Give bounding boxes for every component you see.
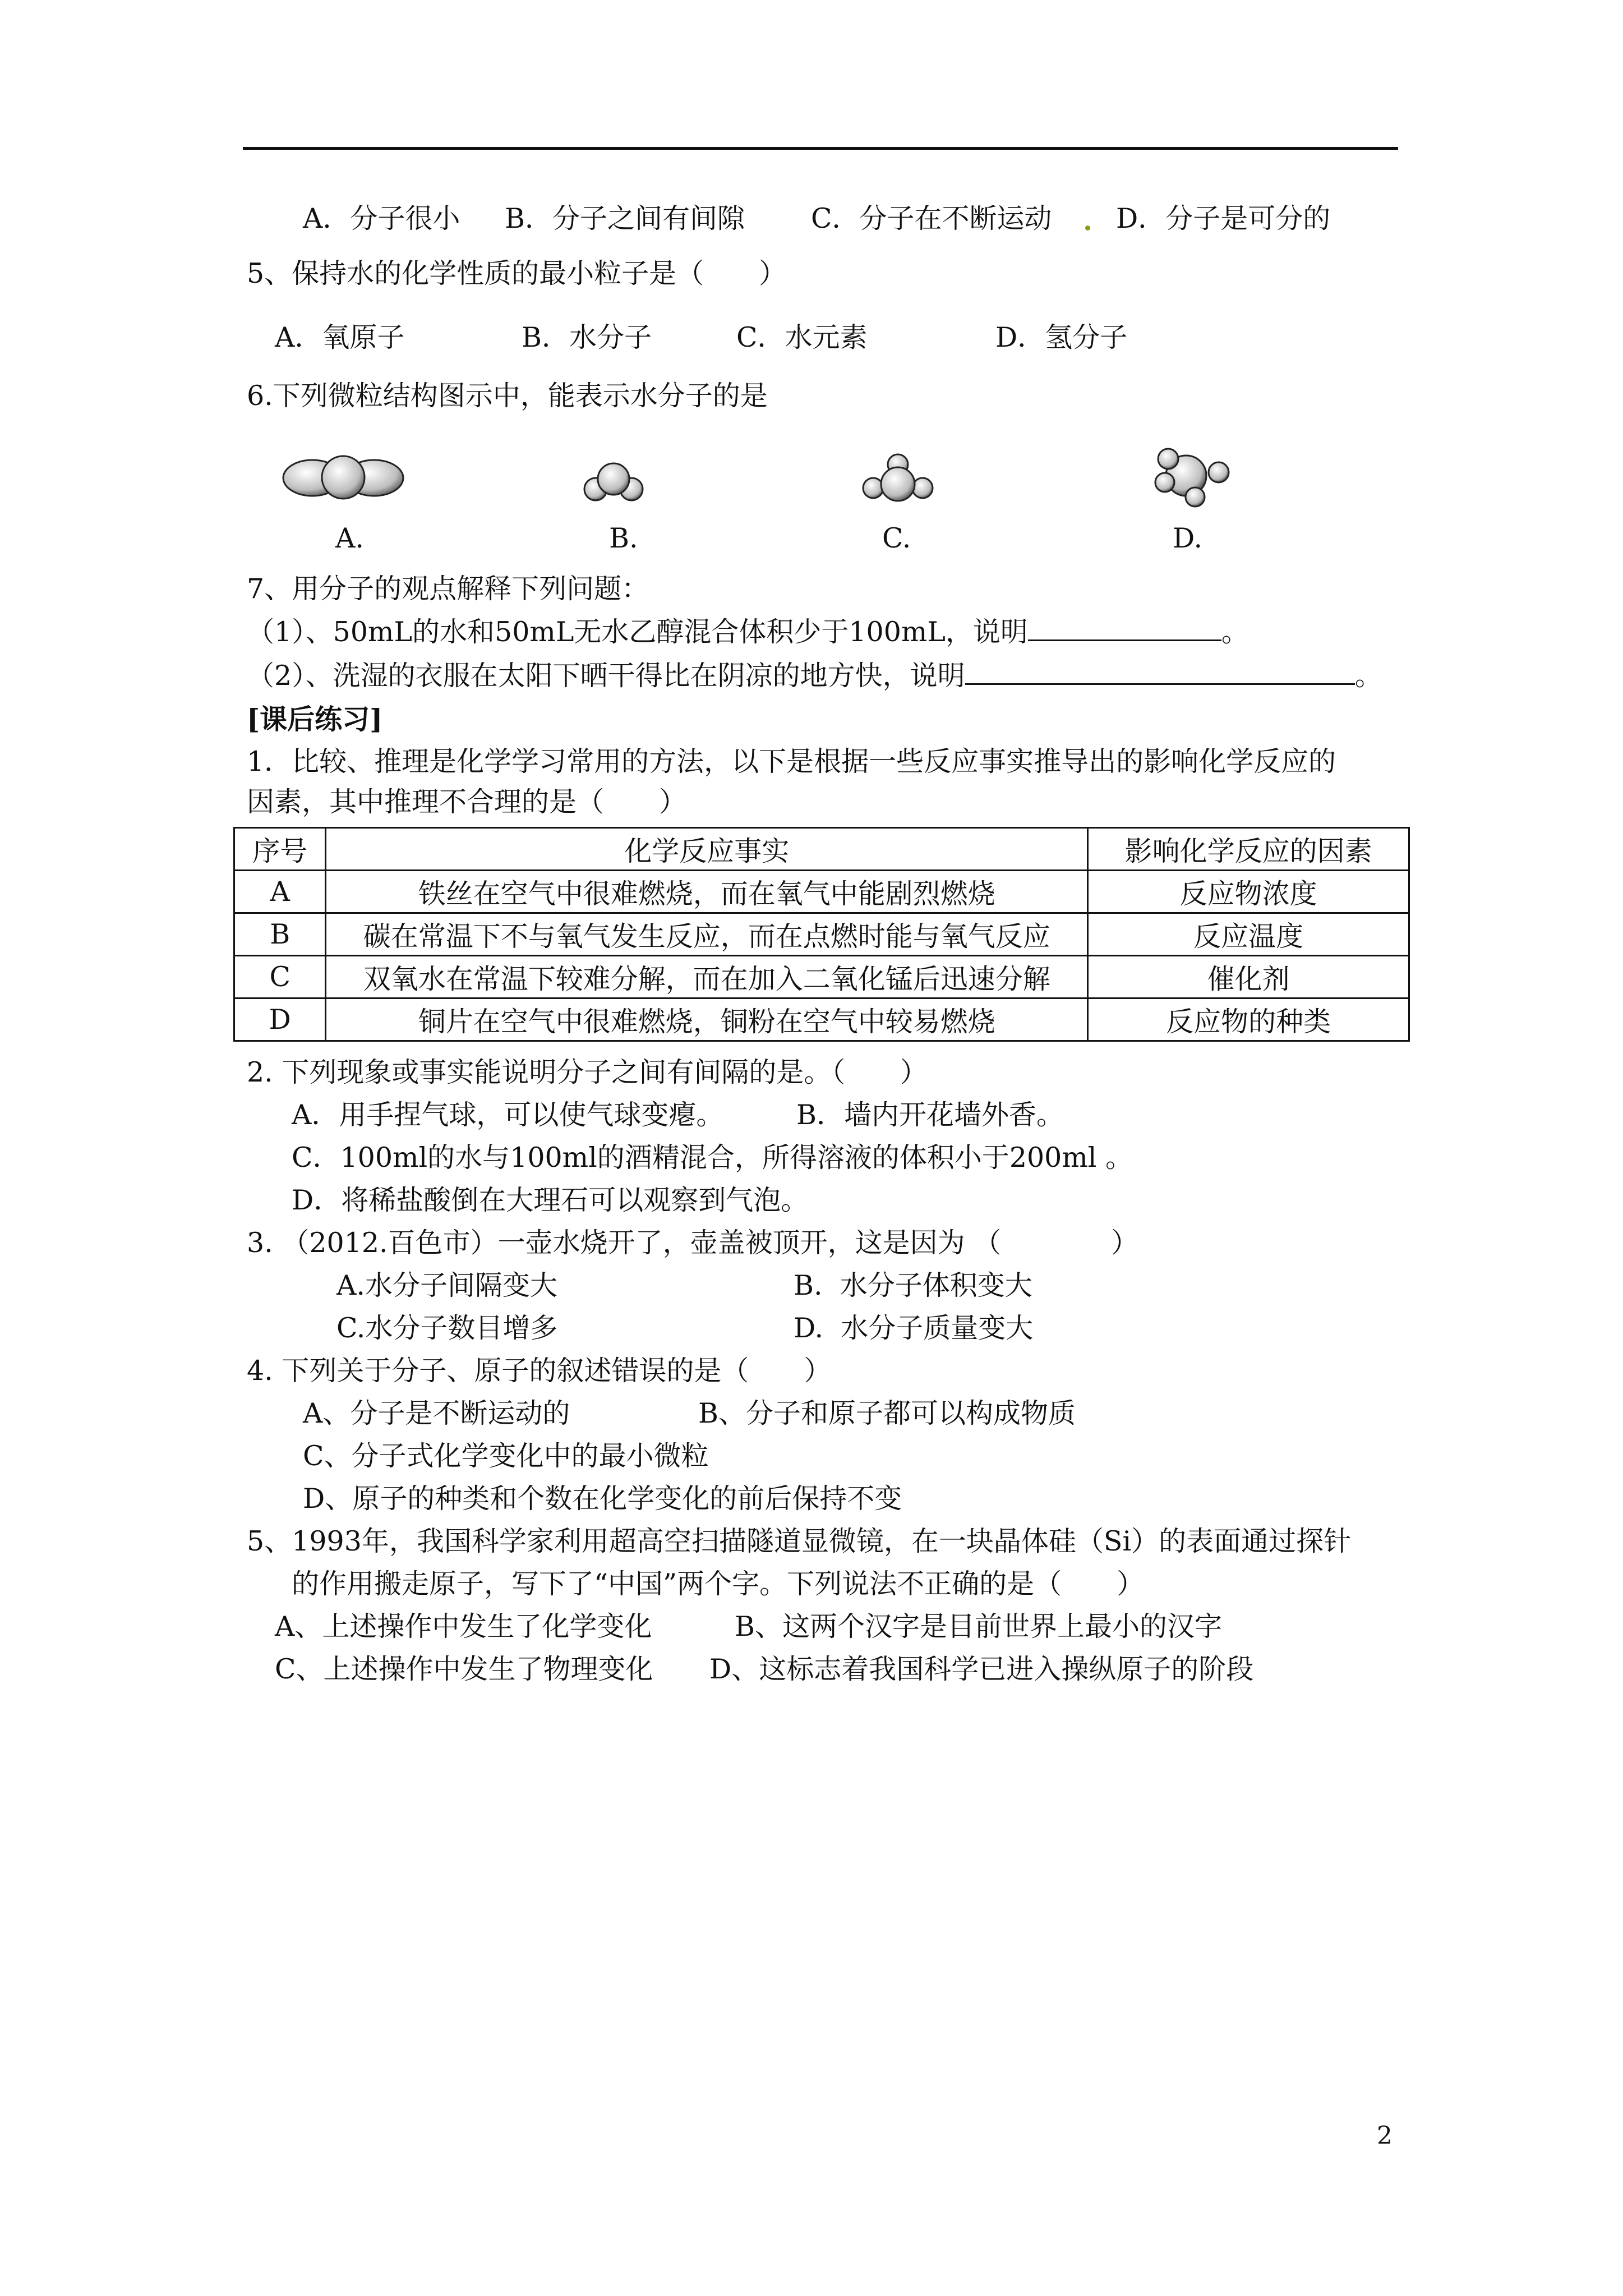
ex3-option-c: C.水分子数目增多: [336, 1312, 558, 1344]
ex4-option-a: A、分子是不断运动的: [303, 1397, 570, 1429]
table-header-row: [234, 828, 1409, 871]
ex5-option-d: D、这标志着我国科学已进入操纵原子的阶段: [709, 1653, 1254, 1685]
ex3-option-d: D. 水分子质量变大: [794, 1312, 1034, 1344]
answer-blank[interactable]: [1028, 615, 1221, 641]
q7-stem: 7、用分子的观点解释下列问题：: [247, 573, 649, 605]
ex2-option-d: D．将稀盐酸倒在大理石可以观察到气泡。: [292, 1184, 809, 1216]
ex5-stem-line1: 5、1993年，我国科学家利用超高空扫描隧道显微镜，在一块晶体硅（Si）的表面通过探针: [247, 1525, 1352, 1557]
q4-option-a: A．分子很小: [303, 203, 460, 234]
molecule-figure-d: [1147, 443, 1237, 510]
table-row: [234, 956, 1409, 999]
ex2-stem: 2. 下列现象或事实能说明分子之间有间隔的是。（ ）: [247, 1056, 928, 1088]
ex3-option-b: B. 水分子体积变大: [794, 1269, 1032, 1301]
q4-option-d: D．分子是可分的: [1116, 203, 1331, 234]
reaction-table: [233, 827, 1410, 1042]
stray-mark: [1085, 226, 1090, 231]
table-header: 序号: [234, 828, 326, 871]
table-row: [234, 999, 1409, 1041]
ex3-stem: 3. （2012.百色市）一壶水烧开了，壶盖被顶开，这是因为 （ ）: [247, 1227, 1139, 1259]
q7-part1-end: 。: [1221, 616, 1249, 648]
answer-blank[interactable]: [965, 659, 1355, 685]
table-cell: 反应物的种类: [1088, 999, 1409, 1041]
ex4-option-d: D、原子的种类和个数在化学变化的前后保持不变: [303, 1483, 902, 1515]
molecule-figure-a: [282, 452, 405, 503]
q5-option-b: B．水分子: [522, 321, 652, 353]
ex2-option-c: C．100ml的水与100ml的酒精混合，所得溶液的体积小于200ml 。: [292, 1142, 1133, 1174]
ex2-option-a: A．用手捏气球，可以使气球变瘪。: [292, 1099, 724, 1131]
q6-label-c: C.: [882, 522, 911, 554]
q6-label-d: D.: [1173, 522, 1203, 554]
table-cell: D: [234, 999, 326, 1041]
molecule-figure-b: [583, 461, 645, 503]
ex4-option-b: B、分子和原子都可以构成物质: [698, 1397, 1076, 1429]
page-number: 2: [1377, 2122, 1393, 2150]
q4-option-c: C．分子在不断运动: [811, 203, 1052, 234]
q6-stem: 6.下列微粒结构图示中，能表示水分子的是: [247, 380, 768, 412]
ex4-stem: 4. 下列关于分子、原子的叙述错误的是（ ）: [247, 1355, 832, 1387]
q7-part1: [247, 615, 1249, 649]
section-title: [课后练习]: [247, 703, 383, 735]
q4-option-b: B．分子之间有间隙: [505, 203, 745, 234]
molecule-figure-c: [861, 453, 937, 507]
ex2-option-b: B．墙内开花墙外香。: [796, 1099, 1064, 1131]
q5-option-c: C．水元素: [736, 321, 868, 353]
table-cell: C: [234, 956, 326, 999]
q5-stem: 5、保持水的化学性质的最小粒子是（ ）: [247, 257, 787, 289]
ex3-option-a: A.水分子间隔变大: [336, 1269, 557, 1301]
table-header: 化学反应事实: [326, 828, 1088, 871]
table-cell: B: [234, 913, 326, 956]
table-cell: 反应物浓度: [1088, 871, 1409, 913]
q7-part2-end: 。: [1354, 660, 1382, 692]
ex4-option-c: C、分子式化学变化中的最小微粒: [303, 1440, 709, 1472]
header-rule: [243, 147, 1398, 150]
q7-part1-text: （1）、50mL的水和50mL无水乙醇混合体积少于100mL，说明: [247, 616, 1028, 648]
q5-option-d: D．氢分子: [995, 321, 1128, 353]
ex5-option-a: A、上述操作中发生了化学变化: [275, 1611, 652, 1642]
table-cell: 铜片在空气中很难燃烧，铜粉在空气中较易燃烧: [326, 999, 1088, 1041]
ex1-stem-line1: 1．比较、推理是化学学习常用的方法，以下是根据一些反应事实推导出的影响化学反应的: [247, 746, 1336, 777]
table-cell: 碳在常温下不与氧气发生反应，而在点燃时能与氧气反应: [326, 913, 1088, 956]
table-cell: A: [234, 871, 326, 913]
q5-option-a: A．氧原子: [275, 321, 405, 353]
table-cell: 铁丝在空气中很难燃烧，而在氧气中能剧烈燃烧: [326, 871, 1088, 913]
q7-part2: [247, 659, 1382, 693]
q7-part2-text: （2）、洗湿的衣服在太阳下晒干得比在阴凉的地方快，说明: [247, 660, 965, 692]
ex5-option-c: C、上述操作中发生了物理变化: [275, 1653, 653, 1685]
ex5-option-b: B、这两个汉字是目前世界上最小的汉字: [735, 1611, 1223, 1642]
q6-label-b: B.: [609, 522, 638, 554]
ex5-stem-line2: 的作用搬走原子，写下了“中国”两个字。下列说法不正确的是（ ）: [292, 1568, 1145, 1600]
table-cell: 催化剂: [1088, 956, 1409, 999]
table-header: 影响化学反应的因素: [1088, 828, 1409, 871]
table-cell: 双氧水在常温下较难分解，而在加入二氧化锰后迅速分解: [326, 956, 1088, 999]
table-row: [234, 913, 1409, 956]
ex1-stem-line2: 因素，其中推理不合理的是（ ）: [247, 786, 687, 818]
table-cell: 反应温度: [1088, 913, 1409, 956]
table-row: [234, 871, 1409, 913]
q6-label-a: A.: [335, 522, 364, 554]
